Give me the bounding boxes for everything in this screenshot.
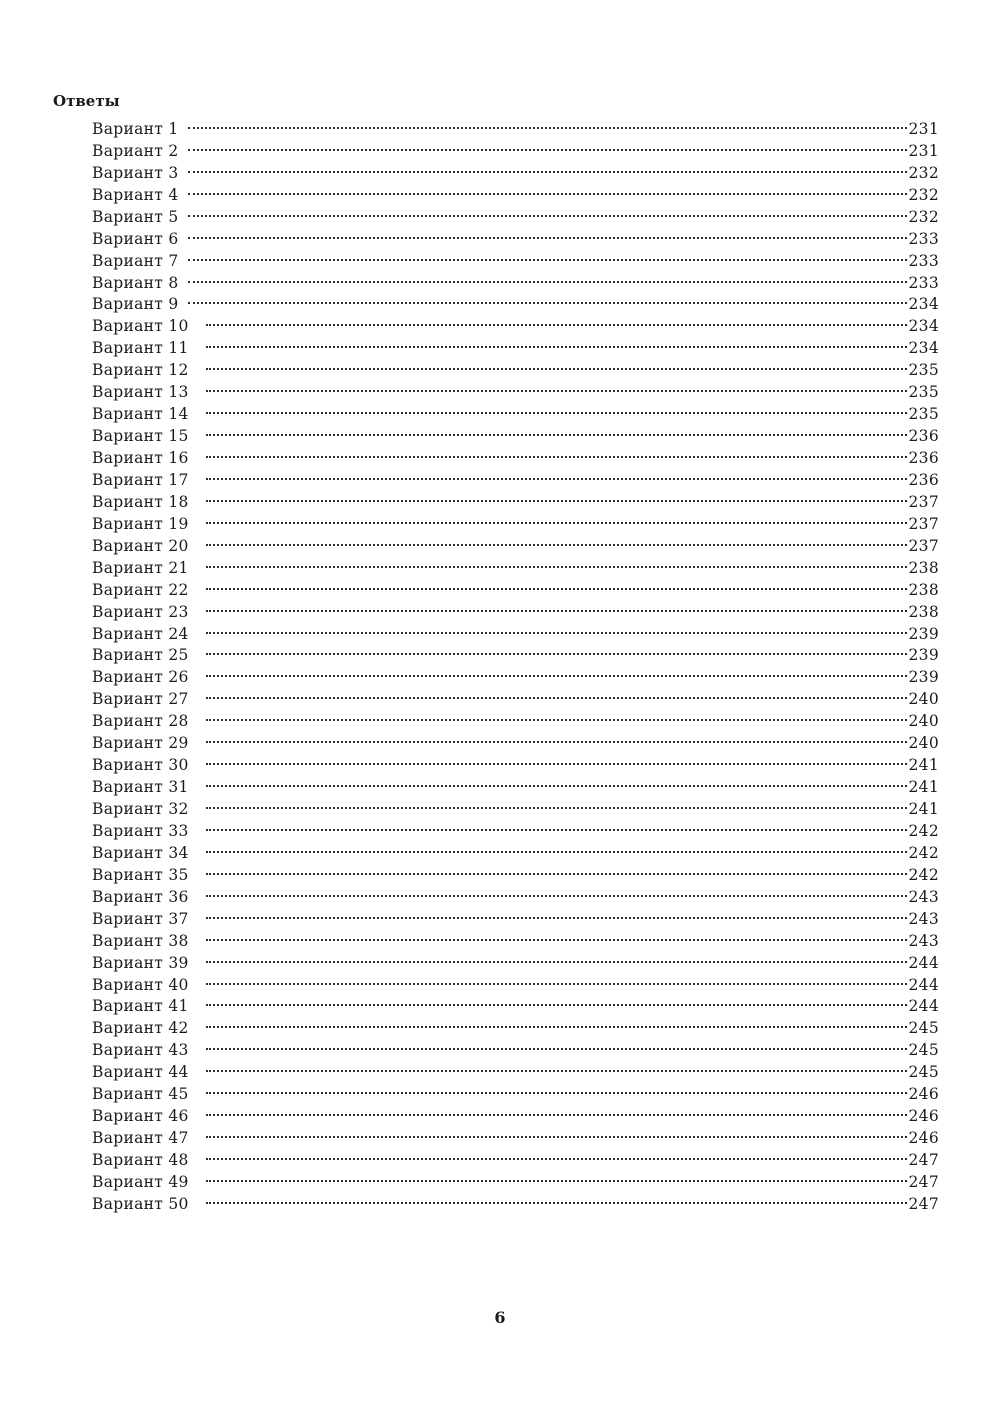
dot-leader (206, 639, 907, 661)
toc-entry[interactable] (92, 880, 939, 906)
toc-entry-label: Вариант 37 (92, 909, 189, 928)
toc-entry-label: Вариант 9 (92, 295, 179, 314)
toc-entry-label: Вариант 31 (92, 778, 189, 797)
dot-leader (206, 902, 907, 924)
dot-leader (206, 463, 907, 485)
toc-entry[interactable] (92, 573, 939, 599)
toc-entry-label: Вариант 36 (92, 887, 189, 906)
toc-entry[interactable] (92, 156, 939, 182)
toc-entry-page: 239 (908, 624, 939, 643)
toc-entry-page: 237 (908, 514, 939, 533)
toc-entry[interactable] (92, 222, 939, 248)
toc-entry[interactable] (92, 134, 939, 160)
dot-leader (206, 331, 907, 353)
dot-leader (206, 1121, 907, 1143)
toc-entry-label: Вариант 11 (92, 339, 189, 358)
table-of-contents (92, 112, 939, 1213)
toc-entry[interactable] (92, 441, 939, 467)
toc-entry-page: 245 (908, 1063, 939, 1082)
toc-entry[interactable] (92, 266, 939, 292)
toc-entry[interactable] (92, 902, 939, 928)
dot-leader (206, 880, 907, 902)
toc-entry-page: 238 (908, 558, 939, 577)
toc-entry[interactable] (92, 836, 939, 862)
toc-entry[interactable] (92, 529, 939, 555)
toc-entry-page: 247 (908, 1172, 939, 1191)
dot-leader (206, 1011, 907, 1033)
toc-entry-label: Вариант 41 (92, 997, 189, 1016)
toc-entry-label: Вариант 13 (92, 383, 189, 402)
toc-entry-label: Вариант 40 (92, 975, 189, 994)
dot-leader (206, 353, 907, 375)
dot-leader (206, 682, 907, 704)
dot-leader (206, 1055, 907, 1077)
toc-entry-label: Вариант 28 (92, 712, 189, 731)
toc-entry[interactable] (92, 770, 939, 797)
toc-entry-label: Вариант 7 (92, 251, 179, 270)
dot-leader (206, 485, 907, 507)
toc-entry[interactable] (92, 858, 939, 884)
toc-entry-label: Вариант 46 (92, 1107, 189, 1126)
toc-entry[interactable] (92, 288, 939, 314)
toc-entry-page: 242 (908, 865, 939, 884)
toc-entry[interactable] (92, 792, 939, 818)
dot-leader (206, 858, 907, 880)
toc-entry[interactable] (92, 1165, 939, 1191)
toc-entry[interactable] (92, 309, 939, 336)
toc-entry-label: Вариант 29 (92, 734, 189, 753)
toc-entry[interactable] (92, 200, 939, 226)
toc-entry-page: 242 (908, 843, 939, 862)
dot-leader (206, 770, 907, 792)
toc-entry-page: 235 (908, 383, 939, 402)
toc-entry[interactable] (92, 419, 939, 446)
toc-entry-page: 244 (908, 953, 939, 972)
toc-entry-page: 243 (908, 909, 939, 928)
toc-entry[interactable] (92, 704, 939, 731)
toc-entry[interactable] (92, 551, 939, 577)
toc-entry-page: 231 (908, 141, 939, 160)
toc-entry[interactable] (92, 331, 939, 358)
toc-entry-label: Вариант 47 (92, 1129, 189, 1148)
toc-entry-label: Вариант 24 (92, 624, 189, 643)
dot-leader (206, 375, 907, 397)
toc-entry-label: Вариант 2 (92, 141, 179, 160)
toc-entry[interactable] (92, 1077, 939, 1104)
dot-leader (206, 660, 907, 682)
dot-leader (188, 156, 907, 178)
toc-entry-page: 246 (908, 1107, 939, 1126)
toc-entry-page: 240 (908, 712, 939, 731)
toc-entry-label: Вариант 50 (92, 1194, 189, 1213)
toc-entry-page: 240 (908, 734, 939, 753)
toc-entry-page: 244 (908, 997, 939, 1016)
toc-entry-page: 240 (908, 690, 939, 709)
toc-entry-label: Вариант 18 (92, 492, 189, 511)
toc-entry[interactable] (92, 595, 939, 621)
toc-entry-page: 234 (908, 317, 939, 336)
dot-leader (188, 112, 907, 134)
toc-entry[interactable] (92, 814, 939, 840)
toc-entry[interactable] (92, 617, 939, 643)
toc-entry-page: 232 (908, 163, 939, 182)
toc-entry-label: Вариант 17 (92, 470, 189, 489)
dot-leader (206, 309, 907, 331)
toc-entry-label: Вариант 22 (92, 580, 189, 599)
toc-entry-page: 237 (908, 492, 939, 511)
toc-entry-label: Вариант 4 (92, 185, 179, 204)
toc-entry-label: Вариант 25 (92, 646, 189, 665)
dot-leader (206, 617, 907, 639)
toc-entry[interactable] (92, 990, 939, 1016)
toc-entry-page: 235 (908, 361, 939, 380)
toc-entry-page: 245 (908, 1041, 939, 1060)
toc-entry-label: Вариант 20 (92, 536, 189, 555)
toc-entry-label: Вариант 27 (92, 690, 189, 709)
toc-entry[interactable] (92, 748, 939, 775)
toc-entry[interactable] (92, 1143, 939, 1169)
toc-entry-page: 237 (908, 536, 939, 555)
dot-leader (206, 1143, 907, 1165)
toc-entry[interactable] (92, 639, 939, 665)
dot-leader (206, 792, 907, 814)
toc-entry-label: Вариант 8 (92, 273, 179, 292)
toc-entry-label: Вариант 48 (92, 1151, 189, 1169)
toc-entry-label: Вариант 6 (92, 229, 179, 248)
toc-entry[interactable] (92, 485, 939, 511)
toc-entry-page: 244 (908, 975, 939, 994)
toc-entry-label: Вариант 10 (92, 317, 189, 336)
dot-leader (188, 134, 907, 156)
toc-entry[interactable] (92, 682, 939, 709)
dot-leader (206, 946, 907, 968)
toc-entry-label: Вариант 34 (92, 843, 189, 862)
toc-entry-label: Вариант 19 (92, 514, 189, 533)
dot-leader (188, 288, 907, 310)
dot-leader (206, 551, 907, 573)
dot-leader (206, 814, 907, 836)
toc-entry-label: Вариант 26 (92, 668, 189, 687)
toc-entry[interactable] (92, 1121, 939, 1148)
toc-entry[interactable] (92, 463, 939, 489)
dot-leader (188, 222, 907, 244)
toc-entry[interactable] (92, 375, 939, 402)
dot-leader (206, 441, 907, 463)
dot-leader (206, 419, 907, 441)
toc-entry-label: Вариант 12 (92, 361, 189, 380)
toc-entry-label: Вариант 33 (92, 821, 189, 840)
toc-entry-label: Вариант 1 (92, 119, 179, 138)
toc-entry-page: 243 (908, 931, 939, 950)
toc-entry-label: Вариант 14 (92, 405, 189, 424)
toc-entry[interactable] (92, 1187, 939, 1213)
toc-entry-label: Вариант 42 (92, 1019, 189, 1038)
toc-entry-page: 233 (908, 229, 939, 248)
toc-entry[interactable] (92, 1011, 939, 1038)
dot-leader (188, 200, 907, 222)
toc-entry-page: 232 (908, 185, 939, 204)
toc-entry-page: 238 (908, 602, 939, 621)
dot-leader (206, 1077, 907, 1099)
dot-leader (206, 1187, 907, 1209)
toc-entry-page: 242 (908, 821, 939, 840)
dot-leader (206, 968, 907, 990)
toc-entry-page: 247 (908, 1194, 939, 1213)
dot-leader (206, 529, 907, 551)
toc-entry-page: 246 (908, 1085, 939, 1104)
toc-entry[interactable] (92, 353, 939, 380)
toc-entry-page: 246 (908, 1129, 939, 1148)
toc-entry-label: Вариант 49 (92, 1172, 189, 1191)
toc-entry-page: 236 (908, 427, 939, 446)
dot-leader (206, 573, 907, 595)
section-title: Ответы (53, 92, 120, 110)
toc-entry-page: 245 (908, 1019, 939, 1038)
dot-leader (206, 1099, 907, 1121)
dot-leader (206, 704, 907, 726)
toc-entry-page: 235 (908, 405, 939, 424)
toc-entry-label: Вариант 5 (92, 207, 179, 226)
toc-entry-label: Вариант 30 (92, 756, 189, 775)
toc-entry[interactable] (92, 1099, 939, 1126)
toc-entry[interactable] (92, 1033, 939, 1060)
toc-entry-label: Вариант 39 (92, 953, 189, 972)
toc-entry[interactable] (92, 968, 939, 994)
toc-entry-page: 236 (908, 449, 939, 467)
toc-entry-page: 234 (908, 339, 939, 358)
toc-entry-label: Вариант 32 (92, 800, 189, 818)
toc-entry-label: Вариант 45 (92, 1085, 189, 1104)
dot-leader (206, 726, 907, 748)
toc-entry-label: Вариант 16 (92, 449, 189, 467)
toc-entry-label: Вариант 38 (92, 931, 189, 950)
toc-entry-page: 247 (908, 1151, 939, 1169)
toc-entry-page: 243 (908, 887, 939, 906)
dot-leader (206, 595, 907, 617)
page-number: 6 (494, 1308, 506, 1327)
toc-entry-page: 239 (908, 668, 939, 687)
dot-leader (206, 836, 907, 858)
toc-entry-page: 239 (908, 646, 939, 665)
toc-entry-label: Вариант 43 (92, 1041, 189, 1060)
toc-entry-page: 234 (908, 295, 939, 314)
toc-entry-label: Вариант 15 (92, 427, 189, 446)
toc-entry[interactable] (92, 244, 939, 270)
dot-leader (206, 990, 907, 1012)
toc-entry[interactable] (92, 946, 939, 972)
toc-entry[interactable] (92, 1055, 939, 1082)
toc-entry-page: 233 (908, 273, 939, 292)
toc-entry[interactable] (92, 924, 939, 950)
toc-entry[interactable] (92, 178, 939, 204)
dot-leader (206, 1033, 907, 1055)
dot-leader (206, 1165, 907, 1187)
toc-entry-label: Вариант 3 (92, 163, 179, 182)
toc-entry[interactable] (92, 507, 939, 533)
toc-entry-page: 233 (908, 251, 939, 270)
toc-entry-page: 236 (908, 470, 939, 489)
toc-entry-page: 241 (908, 778, 939, 797)
toc-entry-page: 241 (908, 756, 939, 775)
dot-leader (188, 178, 907, 200)
toc-entry[interactable] (92, 112, 939, 138)
toc-entry[interactable] (92, 397, 939, 424)
toc-entry-label: Вариант 23 (92, 602, 189, 621)
toc-entry-label: Вариант 35 (92, 865, 189, 884)
dot-leader (188, 244, 907, 266)
toc-entry-label: Вариант 21 (92, 558, 189, 577)
dot-leader (206, 397, 907, 419)
dot-leader (206, 924, 907, 946)
dot-leader (206, 507, 907, 529)
toc-entry[interactable] (92, 660, 939, 687)
toc-entry-page: 231 (908, 119, 939, 138)
toc-entry[interactable] (92, 726, 939, 753)
toc-entry-label: Вариант 44 (92, 1063, 189, 1082)
toc-entry-page: 238 (908, 580, 939, 599)
dot-leader (206, 748, 907, 770)
toc-entry-page: 241 (908, 800, 939, 818)
dot-leader (188, 266, 907, 288)
toc-entry-page: 232 (908, 207, 939, 226)
